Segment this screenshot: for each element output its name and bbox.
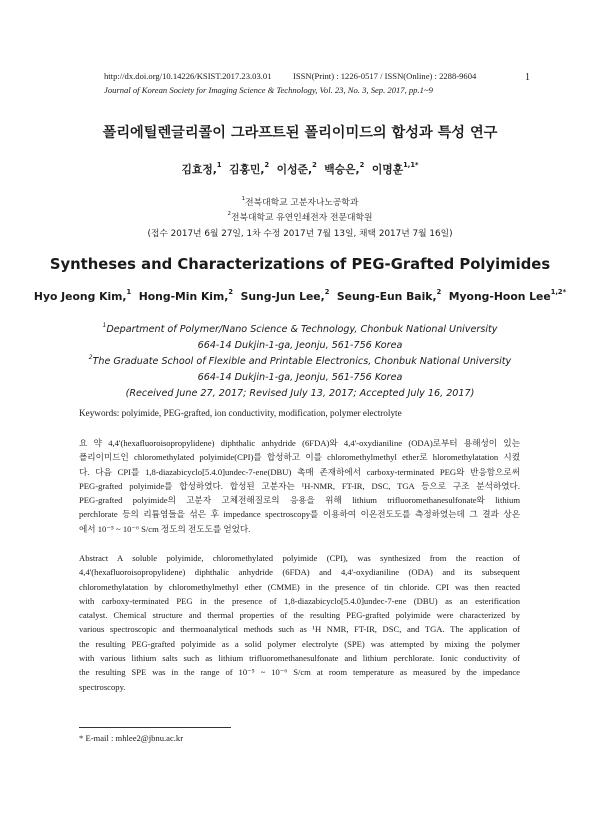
abstract-en-line: with various lithium salts such as lithium trifluoromethanesulfonate and lithium perchlorate. Ionic conductivity of: [79, 653, 520, 664]
abstract-en-line: chloromethylatation by chloromethylmethyl ether (CMME) in the presence of tin chloride. CPI was then reacted: [79, 581, 520, 592]
keywords: Keywords: polyimide, PEG-grafted, ion conductivity, modification, polymer electrolyte: [79, 408, 402, 418]
abstract-en-line: the resulting PEG-grafted polyimide as a solid polymer electrolyte (SPE) was attempted by mixing the polymer: [79, 638, 520, 649]
author-ko-2: 김홍민,$^2$: [229, 161, 270, 176]
authors-english: [0, 290, 600, 303]
abstract-ko-line: 요 약 4,4'(hexafluoroisopropylidene) diphthalic anhydride (6FDA)와 4,4'-oxydianiline (ODA)로부터 용해성이 있는: [79, 438, 520, 448]
author-en-4: Seung-Eun Baik,$^2$: [336, 288, 442, 303]
affiliation-english-2: $^2$The Graduate School of Flexible and Printable Electronics, Chonbuk National University: [88, 353, 512, 367]
journal-line: Journal of Korean Society for Imaging Science & Technology, Vol. 23, No. 3, Sep. 2017, pp.1~9: [104, 85, 433, 95]
affiliation-english-1: $^1$Department of Polymer/Nano Science & Technology, Chonbuk National University: [102, 321, 498, 335]
author-en-5: Myong-Hoon Lee$^{1,2*}$: [448, 288, 567, 303]
abstract-ko-line: perchlorate 등의 리튬염들을 섞은 후 impedance spectroscopy를 이용하여 이온전도도를 측정하였는데 그 결과 상온: [79, 509, 520, 520]
abstract-en-line: Abstract A soluble polyimide, chloromethylated polyimide (CPI), was synthesized from the reaction of: [79, 553, 520, 563]
author-en-2: Hong-Min Kim,$^2$: [138, 288, 234, 303]
affiliation-english-1-address: 664-14 Dukjin-1-ga, Jeonju, 561-756 Korea: [197, 340, 403, 351]
abstract-ko-line: 다. 다음 CPI를 1,8-diazabicyclo[5.4.0]undec-7-ene(DBU) 촉매 존재하에서 carboxy-terminated PEG와 반응함으로써: [79, 466, 520, 477]
abstract-ko-line: 에서 10⁻⁵ ~ 10⁻⁶ S/cm 정도의 전도도를 얻었다.: [79, 523, 251, 534]
title-korean: 폴리에틸렌글리콜이 그라프트된 폴리이미드의 합성과 특성 연구: [102, 125, 498, 141]
author-en-1: Hyo Jeong Kim,$^1$: [33, 288, 132, 303]
authors-korean: [0, 162, 600, 177]
abstract-en-line: catalyst. Chemical structure and thermal properties of the resulting PEG-grafted polyimide were characterized by: [79, 610, 520, 621]
affiliation-korean-1: $^1$전북대학교 고분자나노공학과: [241, 196, 359, 208]
abstract-en-line: various spectroscopic and thermoanalytical methods such as ¹H NMR, FT-IR, DSC, and TGA. The application of: [79, 624, 520, 635]
abstract-english: [79, 551, 520, 694]
page-number: 1: [525, 72, 530, 83]
received-dates-english: (Received June 27, 2017; Revised July 13, 2017; Accepted July 16, 2017): [125, 388, 475, 399]
abstract-en-line: spectroscopy.: [79, 681, 126, 692]
affiliation-korean-2: $^2$전북대학교 유연인쇄전자 전문대학원: [227, 211, 373, 223]
author-en-3: Sung-Jun Lee,$^2$: [240, 288, 330, 303]
footnote-email: * E-mail : mhlee2@jbnu.ac.kr: [79, 733, 184, 743]
abstract-en-line: with carboxy-terminated PEG in the presence of 1,8-diazabicyclo[5.4.0]undec-7-ene (DBU) as an esterification: [79, 595, 520, 606]
author-ko-3: 이성준,$^2$: [276, 161, 317, 176]
abstract-en-line: the resulting SPE was in the range of 10⁻⁵ ~ 10⁻⁶ S/cm at room temperature as measured by the impedance: [79, 667, 520, 678]
abstract-korean: [79, 436, 520, 536]
footnote-rule: [79, 727, 231, 728]
abstract-ko-line: PEG-grafted polyimide의 고분자 고체전해질로의 응용을 위해 lithium trifluoromethanesulfonate와 lithium: [79, 495, 520, 506]
author-ko-4: 백승은,$^2$: [324, 161, 365, 176]
author-ko-5: 이명훈$^{1,1*}$: [371, 161, 419, 176]
doi-issn-line: http://dx.doi.org/10.14226/KSIST.2017.23.03.01 ISSN(Print) : 1226-0517 / ISSN(Online) : 2288-9604: [104, 71, 477, 81]
abstract-en-line: 4,4'(hexafluoroisopropylidene) diphthalic anhydride (6FDA) and 4,4'-oxydianiline (ODA) and its subsequent: [79, 567, 520, 578]
title-english: Syntheses and Characterizations of PEG-Grafted Polyimides: [49, 256, 551, 273]
author-ko-1: 김효정,$^1$: [181, 161, 222, 176]
affiliation-english-2-address: 664-14 Dukjin-1-ga, Jeonju, 561-756 Korea: [197, 372, 403, 383]
abstract-ko-line: PEG-grafted polyimide를 합성하였다. 합성된 고분자는 ¹H-NMR, FT-IR, DSC, TGA 등으로 구조 분석하였다.: [79, 480, 520, 491]
abstract-ko-line: 폴리이미드인 chloromethylated polyimide(CPI)를 합성하고 이를 chloromethylmethyl ether로 hloromethylatation 시켰: [79, 452, 520, 463]
received-dates-korean: (접수 2017년 6월 27일, 1차 수정 2017년 7월 13일, 채택 2017년 7월 16일): [147, 229, 453, 239]
